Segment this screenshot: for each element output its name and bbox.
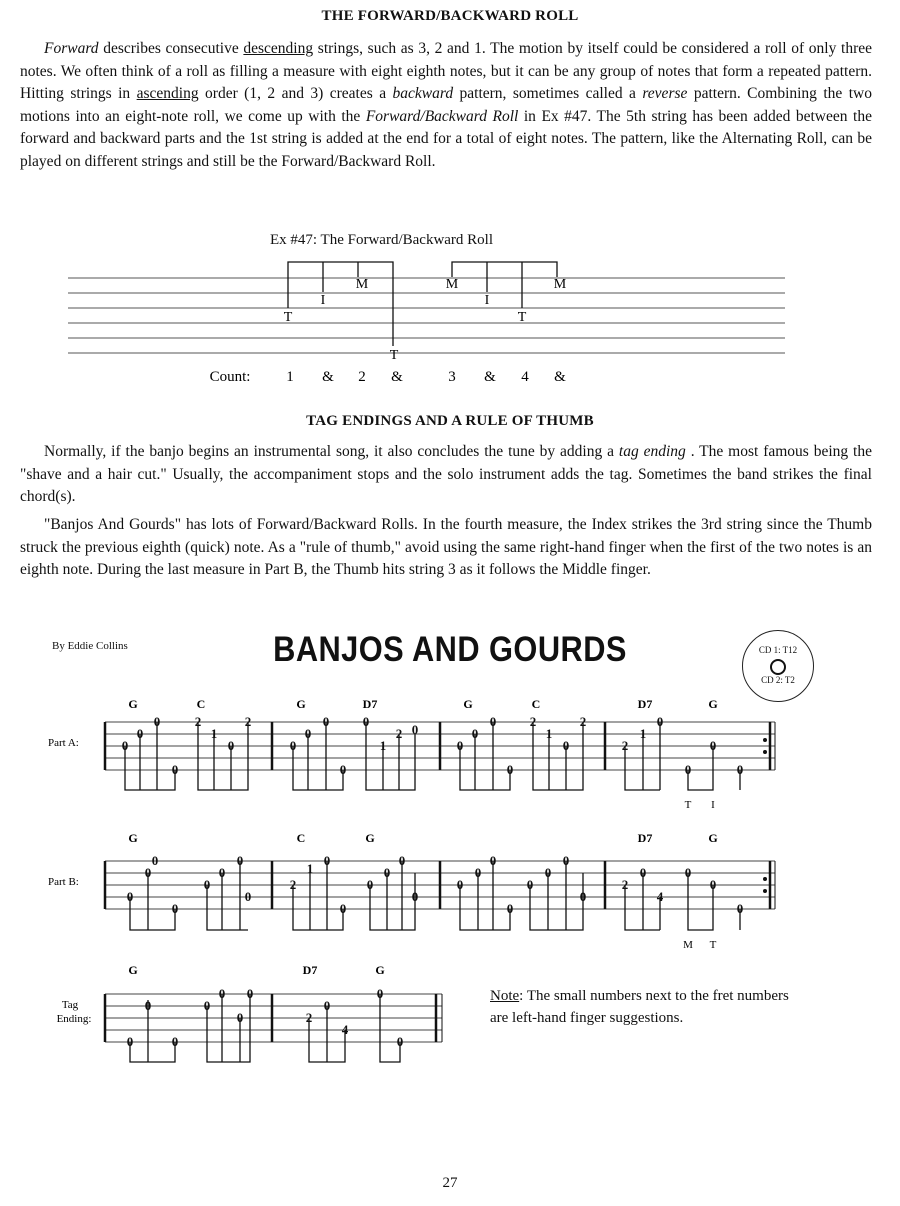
count-beat: 2 <box>358 369 366 385</box>
svg-text:0: 0 <box>736 762 744 777</box>
page-number: 27 <box>442 1175 458 1191</box>
text-run: order (1, 2 and 3) creates a <box>198 85 393 102</box>
finger-label: T <box>517 310 527 325</box>
svg-text:0: 0 <box>171 762 179 777</box>
svg-text:1: 1 <box>639 726 647 741</box>
svg-text:2: 2 <box>529 714 537 729</box>
term-backward: backward <box>392 85 454 102</box>
svg-text:0: 0 <box>474 865 482 880</box>
tab-part-b <box>0 828 900 958</box>
chord-symbol: C <box>296 831 306 845</box>
svg-text:0: 0 <box>171 1034 179 1049</box>
svg-text:0: 0 <box>246 986 254 1001</box>
svg-text:0: 0 <box>136 726 144 741</box>
svg-text:2: 2 <box>621 877 629 892</box>
term-forward-backward-roll: Forward/Backward Roll <box>365 107 519 125</box>
svg-text:0: 0 <box>323 853 331 868</box>
svg-text:0: 0 <box>489 714 497 729</box>
note-label: Note <box>490 988 520 1004</box>
left-hand-note <box>490 985 790 1029</box>
count-beat: & <box>391 369 403 385</box>
paragraph-rule-of-thumb: "Banjos And Gourds" has lots of Forward/Backward Rolls. In the fourth measure, the Index strikes the 3rd string since the Thumb struck the previous eighth (quick) note. As a "rule of thumb," avoid using the same right-hand finger when the first of the two notes is an eighth note. During the last measure in Part B, the Thumb hits string 3 as it follows the Middle finger. <box>20 516 872 578</box>
svg-text:0: 0 <box>121 738 129 753</box>
svg-text:0: 0 <box>376 986 384 1001</box>
svg-text:0: 0 <box>471 726 479 741</box>
text-run: Normally, if the banjo begins an instrumental song, it also concludes the tune by adding a <box>44 443 619 460</box>
svg-text:0: 0 <box>151 853 159 868</box>
svg-text:0: 0 <box>227 738 235 753</box>
finger-label: T <box>389 348 399 363</box>
svg-text:0: 0 <box>411 889 419 904</box>
finger-label: I <box>484 293 490 308</box>
svg-text:1: 1 <box>379 738 387 753</box>
svg-text:2: 2 <box>621 738 629 753</box>
cd-track-bottom: CD 2: T2 <box>761 675 795 685</box>
svg-text:0: 0 <box>544 865 552 880</box>
count-beat: & <box>554 369 566 385</box>
count-label: Count: <box>209 369 251 385</box>
finger-label: I <box>711 799 715 811</box>
text-run: . The most famous being the "shave and a hair cut." Usually, the accompaniment stops and the solo instrument adds the tag. Sometimes the band strikes the final chord(s). <box>20 443 872 505</box>
tab-tag-ending <box>0 960 470 1080</box>
svg-text:0: 0 <box>411 722 419 737</box>
section-heading-tag-endings: TAG ENDINGS AND A RULE OF THUMB <box>306 413 594 429</box>
finger-label: T <box>283 310 293 325</box>
chord-symbol: C <box>196 697 206 711</box>
svg-text:0: 0 <box>456 738 464 753</box>
svg-text:0: 0 <box>639 865 647 880</box>
svg-text:0: 0 <box>289 738 297 753</box>
svg-text:1: 1 <box>210 726 218 741</box>
svg-text:2: 2 <box>244 714 252 729</box>
svg-text:0: 0 <box>203 998 211 1013</box>
tag-label: Tag <box>61 999 79 1011</box>
tag-label: Ending: <box>56 1013 92 1025</box>
example-caption: Ex #47: The Forward/Backward Roll <box>270 232 494 248</box>
svg-text:0: 0 <box>398 853 406 868</box>
svg-text:0: 0 <box>709 738 717 753</box>
svg-text:0: 0 <box>144 865 152 880</box>
finger-label: T <box>684 799 692 811</box>
count-beat: & <box>322 369 334 385</box>
tab-part-a <box>0 690 900 820</box>
svg-text:2: 2 <box>305 1010 313 1025</box>
chord-symbol: G <box>708 831 718 845</box>
term-tag-ending: tag ending <box>618 443 686 460</box>
svg-text:0: 0 <box>506 901 514 916</box>
song-author: By Eddie Collins <box>52 640 128 652</box>
chord-symbol: G <box>708 697 718 711</box>
note-text: : The small numbers next to the fret numbers are left-hand finger suggestions. <box>490 988 789 1026</box>
svg-text:0: 0 <box>236 1010 244 1025</box>
svg-text:0: 0 <box>489 853 497 868</box>
svg-text:0: 0 <box>339 762 347 777</box>
svg-text:0: 0 <box>709 877 717 892</box>
term-reverse: reverse <box>642 85 688 102</box>
svg-text:0: 0 <box>684 762 692 777</box>
svg-text:0: 0 <box>126 1034 134 1049</box>
beam-group <box>452 262 557 277</box>
svg-text:0: 0 <box>203 877 211 892</box>
svg-text:4: 4 <box>656 889 664 904</box>
svg-text:0: 0 <box>456 877 464 892</box>
svg-text:0: 0 <box>218 865 226 880</box>
svg-text:0: 0 <box>304 726 312 741</box>
chord-symbol: D7 <box>637 831 653 845</box>
chord-symbol: C <box>531 697 541 711</box>
song-title: BANJOS AND GOURDS <box>273 630 627 669</box>
svg-text:0: 0 <box>153 714 161 729</box>
svg-text:0: 0 <box>339 901 347 916</box>
count-beat: 1 <box>286 369 294 385</box>
svg-text:0: 0 <box>126 889 134 904</box>
text-run: pattern, sometimes called a <box>453 85 643 102</box>
svg-text:0: 0 <box>144 998 152 1013</box>
finger-label: T <box>709 939 717 951</box>
paragraph-forward-backward <box>20 38 872 173</box>
svg-text:0: 0 <box>562 853 570 868</box>
text-run: strings, such as 3, 2 and 1. The motion by itself could be considered a roll of only three notes. We often think of a roll as filling a measure with eight eighth notes, but it can be any group of notes that form a repeated pattern. Hitting strings in <box>20 40 872 102</box>
svg-text:0: 0 <box>171 901 179 916</box>
chord-symbol: D7 <box>302 963 318 977</box>
text-run: describes consecutive <box>98 40 244 57</box>
part-label: Part B: <box>48 876 79 888</box>
svg-text:4: 4 <box>341 1022 349 1037</box>
svg-text:0: 0 <box>396 1034 404 1049</box>
svg-text:0: 0 <box>322 714 330 729</box>
finger-label: M <box>683 939 693 951</box>
part-label: Part A: <box>48 737 79 749</box>
count-beat: & <box>484 369 496 385</box>
beam-group <box>288 262 393 346</box>
svg-text:0: 0 <box>562 738 570 753</box>
chord-symbol: D7 <box>637 697 653 711</box>
disc-icon <box>770 659 786 675</box>
svg-text:1: 1 <box>545 726 553 741</box>
svg-text:0: 0 <box>684 865 692 880</box>
paragraph-tag-endings <box>20 441 872 509</box>
count-beat: 3 <box>448 369 456 385</box>
svg-text:1: 1 <box>306 861 314 876</box>
svg-text:0: 0 <box>366 877 374 892</box>
cd-track-top: CD 1: T12 <box>758 645 798 655</box>
chord-symbol: G <box>128 963 138 977</box>
svg-text:0: 0 <box>656 714 664 729</box>
svg-text:0: 0 <box>323 998 331 1013</box>
svg-text:0: 0 <box>383 865 391 880</box>
finger-label: M <box>355 277 369 292</box>
finger-label: I <box>320 293 326 308</box>
svg-text:0: 0 <box>236 853 244 868</box>
chord-symbol: G <box>128 831 138 845</box>
text-run: in Ex #47. The 5th string has been added between the forward and backward parts and the 1st string is added at the end for a total of eight notes. The pattern, like the Alternating Roll, can be played on different strings and still be the Forward/Backward Roll. <box>20 107 872 170</box>
text-run: pattern. Combining the two motions into an eight-note roll, we come up with the <box>20 85 872 125</box>
count-beat: 4 <box>521 369 529 385</box>
chord-symbol: G <box>128 697 138 711</box>
chord-symbol: G <box>365 831 375 845</box>
finger-label: M <box>553 277 567 292</box>
chord-symbol: D7 <box>362 697 378 711</box>
svg-text:0: 0 <box>244 889 252 904</box>
svg-text:2: 2 <box>194 714 202 729</box>
svg-text:0: 0 <box>506 762 514 777</box>
chord-symbol: G <box>375 963 385 977</box>
svg-text:2: 2 <box>579 714 587 729</box>
example-tab-staff <box>0 250 900 390</box>
svg-text:2: 2 <box>395 726 403 741</box>
svg-text:2: 2 <box>289 877 297 892</box>
svg-text:0: 0 <box>736 901 744 916</box>
term-ascending: ascending <box>136 85 199 102</box>
svg-text:0: 0 <box>526 877 534 892</box>
term-descending: descending <box>243 40 314 57</box>
svg-text:0: 0 <box>362 714 370 729</box>
chord-symbol: G <box>463 697 473 711</box>
finger-label: M <box>445 277 459 292</box>
svg-text:0: 0 <box>579 889 587 904</box>
svg-text:0: 0 <box>218 986 226 1001</box>
term-forward: Forward <box>44 40 99 57</box>
chord-symbol: G <box>296 697 306 711</box>
section-heading-forward-backward: THE FORWARD/BACKWARD ROLL <box>321 8 579 24</box>
